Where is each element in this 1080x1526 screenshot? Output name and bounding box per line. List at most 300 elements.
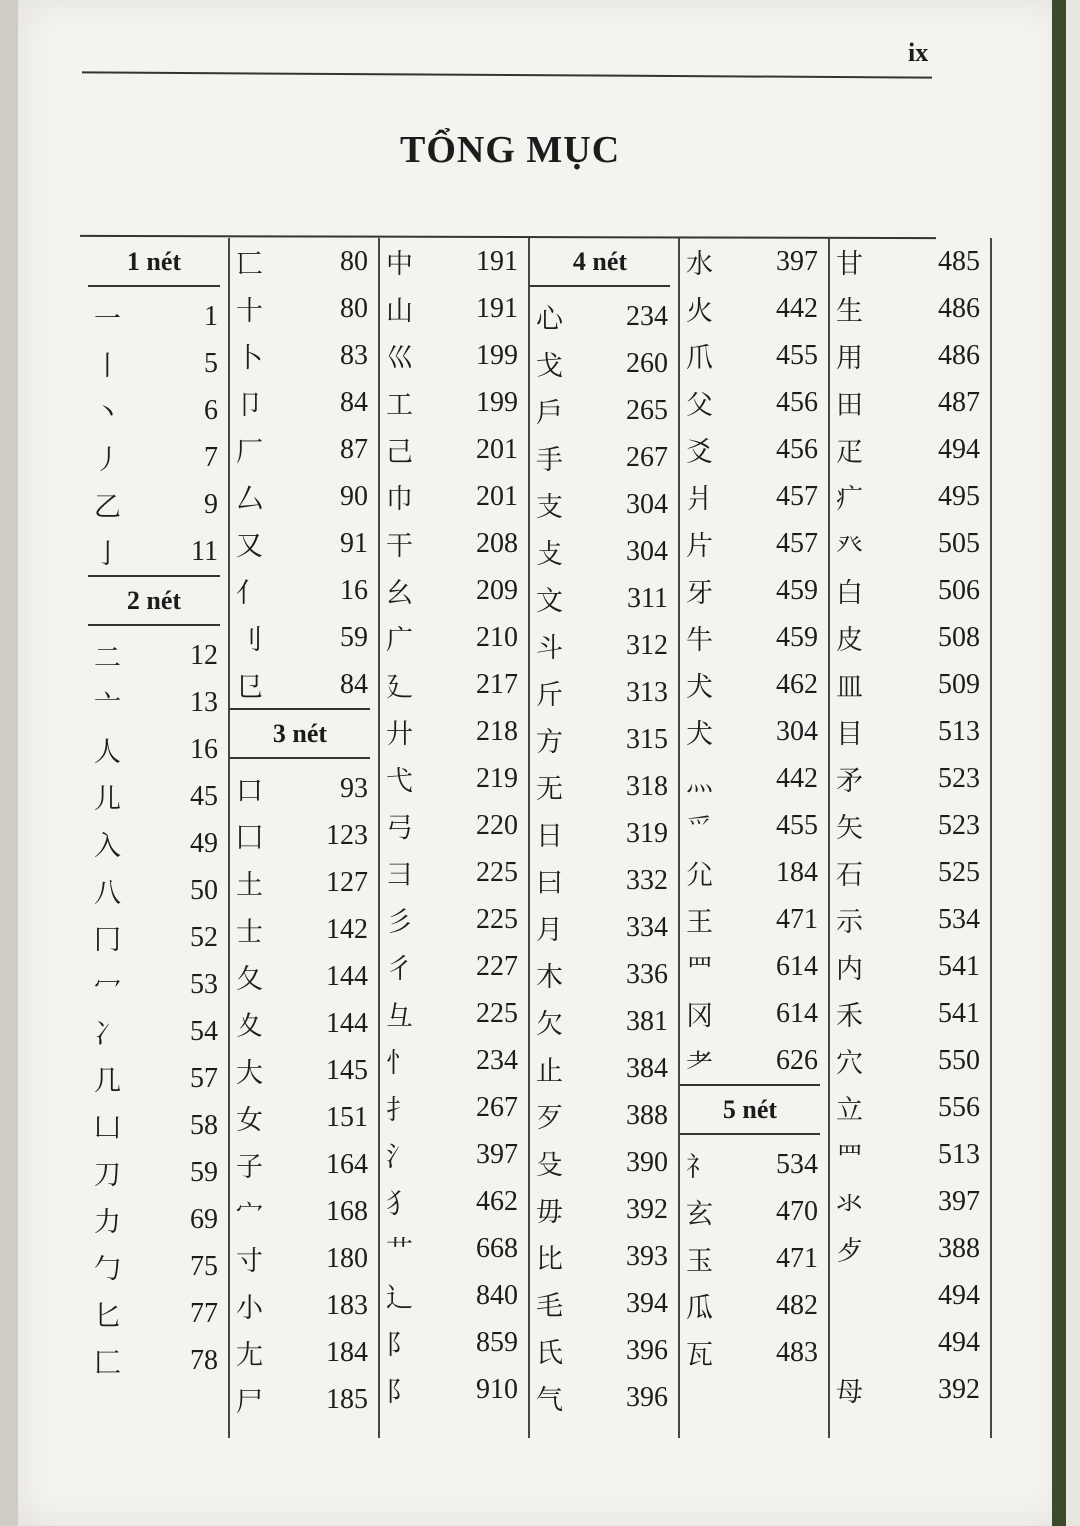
radical-entry xyxy=(830,332,990,379)
page-reference: 59 xyxy=(340,621,368,653)
radical-character: 气 xyxy=(536,1385,563,1416)
radical-character: 甘 xyxy=(836,249,863,280)
radical-character: 大 xyxy=(236,1058,263,1089)
page-reference: 45 xyxy=(190,780,218,812)
page-reference: 84 xyxy=(340,386,368,418)
radical-character: 玉 xyxy=(686,1246,713,1277)
radical-entry xyxy=(530,857,678,904)
radical-entry xyxy=(830,990,990,1037)
radical-character: 疒 xyxy=(836,484,863,515)
radical-character: 囗 xyxy=(236,823,263,854)
page-reference: 54 xyxy=(190,1015,218,1047)
page-reference: 90 xyxy=(340,480,368,512)
radical-entry xyxy=(530,528,678,575)
radical-entry xyxy=(830,567,990,614)
page-reference: 199 xyxy=(476,339,518,371)
radical-character: 母 xyxy=(836,1377,863,1408)
radical-entry xyxy=(830,520,990,567)
page-reference: 459 xyxy=(776,621,818,653)
radical-entry xyxy=(230,812,378,859)
radical-character: 彡 xyxy=(386,907,413,938)
page-reference: 80 xyxy=(340,292,368,324)
radical-entry xyxy=(830,238,990,285)
page-reference: 334 xyxy=(626,911,668,943)
page-reference: 218 xyxy=(476,715,518,747)
radical-character: 乙 xyxy=(94,492,121,523)
page-reference: 75 xyxy=(190,1250,218,1282)
radical-character: 匕 xyxy=(94,1301,121,1332)
radical-character: 幺 xyxy=(386,578,413,609)
radical-character: 尢 xyxy=(236,1340,263,1371)
radical-entry xyxy=(680,990,828,1037)
radical-entry xyxy=(380,661,528,708)
stroke-count-header: 4 nét xyxy=(530,238,670,287)
page-reference: 208 xyxy=(476,527,518,559)
page-reference: 59 xyxy=(190,1156,218,1188)
page-reference: 9 xyxy=(204,488,218,520)
radical-character: 忄 xyxy=(386,1048,413,1079)
radical-character: 力 xyxy=(94,1207,121,1238)
radical-entry xyxy=(230,426,378,473)
index-column-5 xyxy=(680,238,830,1438)
stroke-count-header: 5 nét xyxy=(680,1084,820,1135)
radical-entry xyxy=(680,661,828,708)
radical-character: 片 xyxy=(686,531,713,562)
page-reference: 151 xyxy=(326,1101,368,1133)
radical-character: 冂 xyxy=(94,925,121,956)
page-reference: 456 xyxy=(776,386,818,418)
radical-character: 廴 xyxy=(386,672,413,703)
radical-character: 廾 xyxy=(386,719,413,750)
page-reference: 87 xyxy=(340,433,368,465)
radical-entry xyxy=(830,802,990,849)
radical-character: 二 xyxy=(94,643,121,674)
radical-character: 皿 xyxy=(836,672,863,703)
page-reference: 523 xyxy=(938,809,980,841)
radical-entry xyxy=(88,773,228,820)
radical-character: 文 xyxy=(536,586,563,617)
radical-character: 弓 xyxy=(386,813,413,844)
radical-entry xyxy=(380,708,528,755)
radical-character: 牛 xyxy=(686,625,713,656)
radical-character: 卩 xyxy=(236,390,263,421)
radical-character: 丶 xyxy=(94,398,121,429)
radical-entry xyxy=(680,802,828,849)
radical-entry xyxy=(230,379,378,426)
radical-entry xyxy=(230,906,378,953)
radical-character: 山 xyxy=(386,296,413,327)
radical-character: 爿 xyxy=(686,484,713,515)
radical-entry xyxy=(530,434,678,481)
radical-character: 犭 xyxy=(386,1189,413,1220)
radical-character: 斗 xyxy=(536,633,563,664)
radical-entry xyxy=(380,426,528,473)
page-reference: 184 xyxy=(326,1336,368,1368)
radical-character: 夊 xyxy=(236,1011,263,1042)
page-reference: 525 xyxy=(938,856,980,888)
stroke-count-header: 3 nét xyxy=(230,708,370,759)
radical-entry xyxy=(680,614,828,661)
radical-entry xyxy=(380,473,528,520)
page-reference: 145 xyxy=(326,1054,368,1086)
radical-entry xyxy=(830,614,990,661)
radical-entry xyxy=(88,1055,228,1102)
radical-character: 亅 xyxy=(94,539,121,570)
radical-character: 生 xyxy=(836,296,863,327)
radical-character: 尣 xyxy=(686,860,713,891)
page-reference: 144 xyxy=(326,960,368,992)
page-reference: 910 xyxy=(476,1373,518,1405)
radical-entry xyxy=(530,763,678,810)
radical-character: 冫 xyxy=(94,1019,121,1050)
radical-character: 寸 xyxy=(236,1246,263,1277)
radical-character: 艹 xyxy=(386,1236,413,1267)
page-reference: 1 xyxy=(204,300,218,332)
radical-character: 凵 xyxy=(94,1113,121,1144)
radical-character: 儿 xyxy=(94,784,121,815)
radical-character: 方 xyxy=(536,727,563,758)
page-reference: 394 xyxy=(626,1287,668,1319)
radical-character: 匸 xyxy=(236,249,263,280)
radical-entry xyxy=(680,567,828,614)
page-reference: 52 xyxy=(190,921,218,953)
radical-character: 厂 xyxy=(236,437,263,468)
index-column-4 xyxy=(530,238,680,1438)
radical-character: 心 xyxy=(536,304,563,335)
page-reference: 13 xyxy=(190,686,218,718)
radical-entry xyxy=(830,285,990,332)
radical-entry xyxy=(830,1084,990,1131)
page-reference: 267 xyxy=(626,441,668,473)
radical-character: 氏 xyxy=(536,1338,563,1369)
page-reference: 388 xyxy=(626,1099,668,1131)
radical-entry xyxy=(530,293,678,340)
page-reference: 144 xyxy=(326,1007,368,1039)
page-reference: 199 xyxy=(476,386,518,418)
radical-character: 曰 xyxy=(536,868,563,899)
page-reference: 201 xyxy=(476,480,518,512)
page-reference: 442 xyxy=(776,762,818,794)
radical-entry xyxy=(830,1225,990,1272)
page-reference: 127 xyxy=(326,866,368,898)
radical-character: 丿 xyxy=(94,445,121,476)
radical-entry xyxy=(88,820,228,867)
radical-character: 人 xyxy=(94,737,121,768)
page-reference: 217 xyxy=(476,668,518,700)
page-reference: 185 xyxy=(326,1383,368,1415)
radical-entry xyxy=(680,755,828,802)
radical-entry xyxy=(88,961,228,1008)
page-reference: 556 xyxy=(938,1091,980,1123)
radical-character: 爪 xyxy=(686,343,713,374)
radical-entry xyxy=(380,520,528,567)
radical-entry xyxy=(230,1188,378,1235)
page-reference: 53 xyxy=(190,968,218,1000)
radical-entry xyxy=(230,953,378,1000)
radical-character: 白 xyxy=(836,578,863,609)
radical-entry xyxy=(680,1282,828,1329)
radical-character: 士 xyxy=(236,917,263,948)
page-reference: 168 xyxy=(326,1195,368,1227)
page-reference: 534 xyxy=(938,903,980,935)
radical-character: 小 xyxy=(236,1293,263,1324)
radical-entry xyxy=(230,1329,378,1376)
radical-character: 爻 xyxy=(686,437,713,468)
radical-character: 阝 xyxy=(386,1377,413,1408)
radical-entry xyxy=(830,1272,990,1319)
page-reference: 457 xyxy=(776,480,818,512)
page-reference: 381 xyxy=(626,1005,668,1037)
radical-entry xyxy=(230,238,378,285)
radical-character: 木 xyxy=(536,962,563,993)
radical-entry xyxy=(830,1131,990,1178)
radical-character: 卜 xyxy=(236,343,263,374)
radical-entry xyxy=(530,622,678,669)
radical-entry xyxy=(530,1045,678,1092)
radical-entry xyxy=(530,716,678,763)
page-reference: 312 xyxy=(626,629,668,661)
page-reference: 336 xyxy=(626,958,668,990)
radical-character: 犬 xyxy=(686,672,713,703)
page-reference: 513 xyxy=(938,1138,980,1170)
radical-character: 玄 xyxy=(686,1199,713,1230)
radical-character: 八 xyxy=(94,878,121,909)
radical-entry xyxy=(530,669,678,716)
radical-entry xyxy=(380,1084,528,1131)
radical-character: 歺 xyxy=(836,1236,863,1267)
page-reference: 506 xyxy=(938,574,980,606)
page-reference: 225 xyxy=(476,903,518,935)
page-reference: 388 xyxy=(938,1232,980,1264)
radical-character: 子 xyxy=(236,1152,263,1183)
radical-character: 己 xyxy=(386,437,413,468)
radical-entry xyxy=(88,293,228,340)
radical-entry xyxy=(88,481,228,528)
radical-character: 水 xyxy=(686,249,713,280)
page-reference: 494 xyxy=(938,1279,980,1311)
index-column-1 xyxy=(88,238,230,1438)
page-reference: 201 xyxy=(476,433,518,465)
page-reference: 77 xyxy=(190,1297,218,1329)
page-reference: 859 xyxy=(476,1326,518,1358)
radical-character: 爫 xyxy=(686,813,713,844)
radical-entry xyxy=(380,849,528,896)
radical-character: 禾 xyxy=(836,1001,863,1032)
radical-character: 矛 xyxy=(836,766,863,797)
radical-entry xyxy=(530,998,678,1045)
page-reference: 457 xyxy=(776,527,818,559)
page-reference: 494 xyxy=(938,433,980,465)
radical-entry xyxy=(380,943,528,990)
radical-character: 疋 xyxy=(836,437,863,468)
page-reference: 442 xyxy=(776,292,818,324)
page-reference: 227 xyxy=(476,950,518,982)
radical-entry xyxy=(680,896,828,943)
page-reference: 191 xyxy=(476,292,518,324)
radical-entry xyxy=(230,859,378,906)
page-reference: 164 xyxy=(326,1148,368,1180)
radical-entry xyxy=(530,1327,678,1374)
page-reference: 183 xyxy=(326,1289,368,1321)
page-reference: 184 xyxy=(776,856,818,888)
page-reference: 396 xyxy=(626,1334,668,1366)
radical-entry xyxy=(88,1008,228,1055)
radical-entry xyxy=(680,1141,828,1188)
radical-entry xyxy=(680,426,828,473)
radical-entry xyxy=(230,661,378,708)
page-reference: 471 xyxy=(776,1242,818,1274)
page-reference: 84 xyxy=(340,668,368,700)
radical-character: 一 xyxy=(94,304,121,335)
page-reference: 523 xyxy=(938,762,980,794)
page-reference: 78 xyxy=(190,1344,218,1376)
radical-character: 比 xyxy=(536,1244,563,1275)
radical-character: 牙 xyxy=(686,578,713,609)
radical-entry xyxy=(380,1131,528,1178)
radical-entry xyxy=(530,575,678,622)
radical-character: 夂 xyxy=(236,964,263,995)
radical-entry xyxy=(680,238,828,285)
radical-entry xyxy=(380,802,528,849)
page-reference: 397 xyxy=(776,245,818,277)
radical-character: 毛 xyxy=(536,1291,563,1322)
radical-entry xyxy=(830,426,990,473)
page-reference: 455 xyxy=(776,339,818,371)
radical-entry xyxy=(380,567,528,614)
radical-entry xyxy=(380,1225,528,1272)
radical-character: 止 xyxy=(536,1056,563,1087)
radical-character: 彳 xyxy=(386,954,413,985)
radical-entry xyxy=(88,1290,228,1337)
page-reference: 534 xyxy=(776,1148,818,1180)
stroke-count-header: 1 nét xyxy=(88,238,220,287)
radical-entry xyxy=(530,1092,678,1139)
page-reference: 486 xyxy=(938,292,980,324)
page-reference: 485 xyxy=(938,245,980,277)
page-reference: 483 xyxy=(776,1336,818,1368)
page-reference: 397 xyxy=(938,1185,980,1217)
page-reference: 58 xyxy=(190,1109,218,1141)
radical-character: 十 xyxy=(236,296,263,327)
radical-entry xyxy=(230,1376,378,1423)
radical-character: 彐 xyxy=(386,860,413,891)
radical-character: 内 xyxy=(836,954,863,985)
page-reference: 840 xyxy=(476,1279,518,1311)
radical-entry xyxy=(680,473,828,520)
radical-entry xyxy=(230,1047,378,1094)
page-reference: 509 xyxy=(938,668,980,700)
radical-entry xyxy=(380,896,528,943)
radical-entry xyxy=(530,1280,678,1327)
page-reference: 311 xyxy=(627,582,668,614)
radical-character: 入 xyxy=(94,831,121,862)
radical-entry xyxy=(830,1319,990,1366)
radical-entry xyxy=(680,849,828,896)
page-reference: 210 xyxy=(476,621,518,653)
page-reference: 541 xyxy=(938,997,980,1029)
page-reference: 384 xyxy=(626,1052,668,1084)
page-reference: 225 xyxy=(476,997,518,1029)
radical-character: 用 xyxy=(836,343,863,374)
radical-character: 阝 xyxy=(386,1330,413,1361)
radical-entry xyxy=(830,755,990,802)
page-reference: 209 xyxy=(476,574,518,606)
page-reference: 396 xyxy=(626,1381,668,1413)
radical-character: 彑 xyxy=(386,1001,413,1032)
page-reference: 50 xyxy=(190,874,218,906)
page-reference: 91 xyxy=(340,527,368,559)
radical-entry xyxy=(88,632,228,679)
radical-entry xyxy=(830,943,990,990)
radical-character: 罒 xyxy=(686,954,713,985)
radical-character: 攴 xyxy=(536,539,563,570)
page-reference: 397 xyxy=(476,1138,518,1170)
radical-entry xyxy=(680,285,828,332)
radical-character: 立 xyxy=(836,1095,863,1126)
radical-character: 㔾 xyxy=(236,672,263,703)
radical-entry xyxy=(680,1188,828,1235)
page-reference: 459 xyxy=(776,574,818,606)
radical-entry xyxy=(380,755,528,802)
page-reference: 668 xyxy=(476,1232,518,1264)
radical-entry xyxy=(830,1178,990,1225)
page-reference: 12 xyxy=(190,639,218,671)
page-reference: 332 xyxy=(626,864,668,896)
radical-entry xyxy=(88,528,228,575)
radical-character: 几 xyxy=(94,1066,121,1097)
radical-character: 田 xyxy=(836,390,863,421)
page-reference: 83 xyxy=(340,339,368,371)
radical-entry xyxy=(380,1319,528,1366)
radical-character: 瓦 xyxy=(686,1340,713,1371)
page-reference: 462 xyxy=(476,1185,518,1217)
radical-character: 目 xyxy=(836,719,863,750)
radical-entry xyxy=(380,332,528,379)
radical-character: 广 xyxy=(386,625,413,656)
radical-entry xyxy=(88,387,228,434)
radical-entry xyxy=(680,1329,828,1376)
page-reference: 462 xyxy=(776,668,818,700)
radical-character: 中 xyxy=(386,249,413,280)
stroke-count-header: 2 nét xyxy=(88,575,220,626)
page-reference: 319 xyxy=(626,817,668,849)
page-reference: 505 xyxy=(938,527,980,559)
radical-entry xyxy=(530,340,678,387)
radical-character: 示 xyxy=(836,907,863,938)
radical-character: 罒 xyxy=(836,1142,863,1173)
radical-entry xyxy=(680,943,828,990)
page-reference: 390 xyxy=(626,1146,668,1178)
radical-entry xyxy=(830,849,990,896)
index-column-2 xyxy=(230,238,380,1438)
page-reference: 508 xyxy=(938,621,980,653)
radical-entry xyxy=(530,387,678,434)
page-reference: 626 xyxy=(776,1044,818,1076)
radical-character: 辶 xyxy=(386,1283,413,1314)
radical-character: 冈 xyxy=(686,1001,713,1032)
page-reference: 225 xyxy=(476,856,518,888)
radical-entry xyxy=(530,481,678,528)
radical-entry xyxy=(530,1139,678,1186)
radical-character: 耂 xyxy=(686,1048,713,1079)
radical-character: 手 xyxy=(536,445,563,476)
radical-character: 父 xyxy=(686,390,713,421)
radical-character: 厶 xyxy=(236,484,263,515)
radical-entry xyxy=(380,1037,528,1084)
radical-entry xyxy=(680,1037,828,1084)
radical-character: 戶 xyxy=(536,398,563,429)
radical-character: 王 xyxy=(686,907,713,938)
